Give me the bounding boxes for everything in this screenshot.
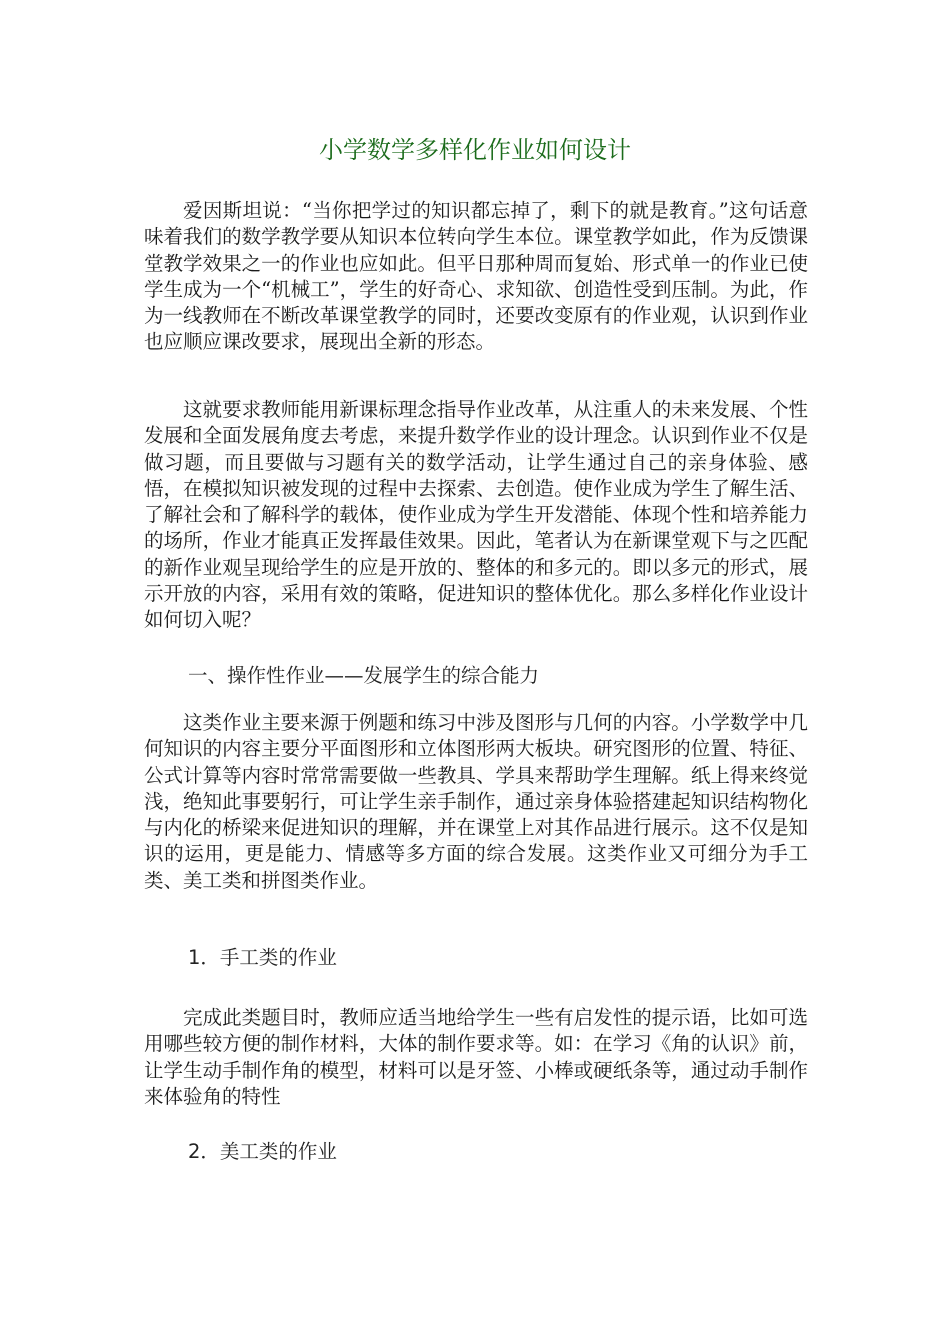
intro-paragraph-2: 这就要求教师能用新课标理念指导作业改革，从注重人的未来发展、个性发展和全面发展角度去考虑，来提升数学作业的设计理念。认识到作业不仅是做习题，而且要做与习题有关的数学活动，让学生通过自己的亲身体验、感悟，在模拟知识被发现的过程中去探索、去创造。使作业成为学生了解生活、了解社会和了解科学的载体，使作业成为学生开发潜能、体现个性和培养能力的场所，作业才能真正发挥最佳效果。因此，笔者认为在新课堂观下与之匹配的新作业观呈现给学生的应是开放的、整体的和多元的。即以多元的形式，展示开放的内容，采用有效的策略，促进知识的整体优化。那么多样化作业设计如何切入呢？ [144,398,808,632]
subsection-1-paragraph: 完成此类题目时，教师应适当地给学生一些有启发性的提示语，比如可选用哪些较方便的制作材料，大体的制作要求等。如：在学习《角的认识》前，让学生动手制作角的模型，材料可以是牙签、小棒或硬纸条等，通过动手制作来体验角的特性 [144,1006,808,1108]
subsection-2-heading: 2．美工类的作业 [188,1140,337,1163]
document-title: 小学数学多样化作业如何设计 [319,136,631,164]
section-1-heading: 一、操作性作业——发展学生的综合能力 [188,664,540,687]
section-1-paragraph: 这类作业主要来源于例题和练习中涉及图形与几何的内容。小学数学中几何知识的内容主要分平面图形和立体图形两大板块。研究图形的位置、特征、公式计算等内容时常常需要做一些教具、学具来帮助学生理解。纸上得来终觉浅，绝知此事要躬行，可让学生亲手制作，通过亲身体验搭建起知识结构物化与内化的桥梁来促进知识的理解，并在课堂上对其作品进行展示。这不仅是知识的运用，更是能力、情感等多方面的综合发展。这类作业又可细分为手工类、美工类和拼图类作业。 [144,711,808,892]
intro-paragraph-1: 爱因斯坦说：“当你把学过的知识都忘掉了，剩下的就是教育。”这句话意味着我们的数学教学要从知识本位转向学生本位。课堂教学如此，作为反馈课堂教学效果之一的作业也应如此。但平日那种周而复始、形式单一的作业已使学生成为一个“机械工”，学生的好奇心、求知欲、创造性受到压制。为此，作为一线教师在不断改革课堂教学的同时，还要改变原有的作业观，认识到作业也应顺应课改要求，展现出全新的形态。 [144,199,808,354]
subsection-1-heading: 1．手工类的作业 [188,946,337,969]
